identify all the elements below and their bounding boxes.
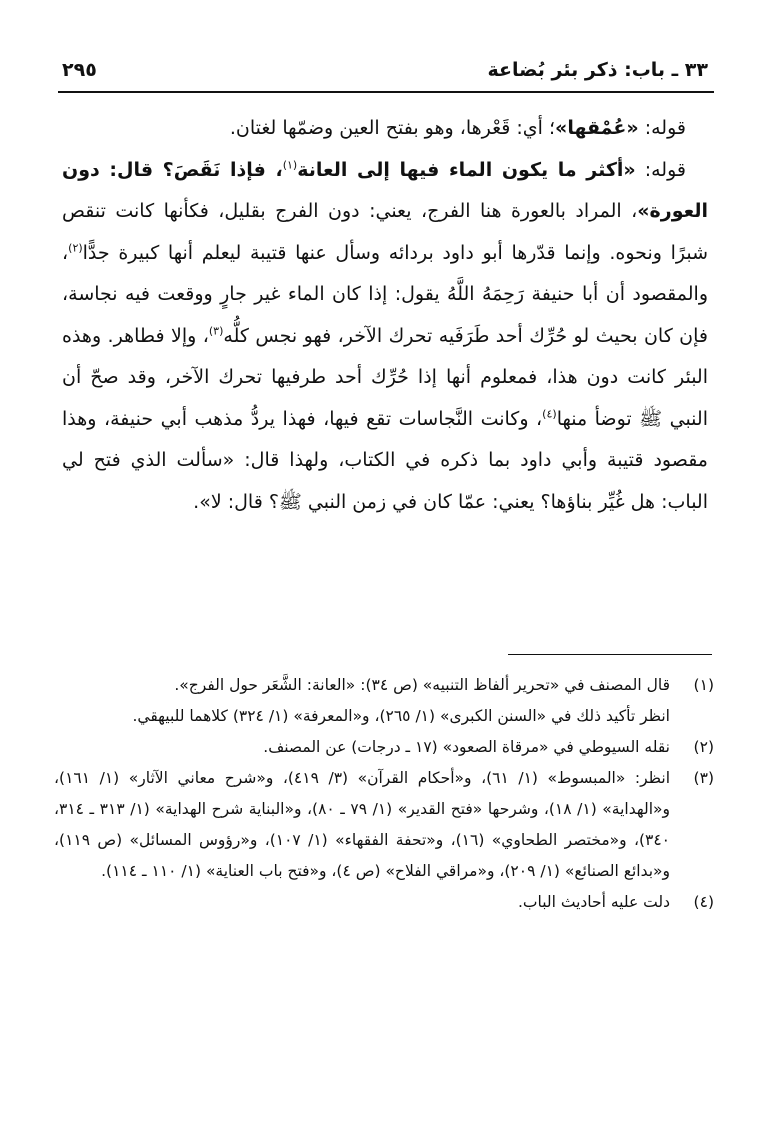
paragraph-text: ، والمقصود أن أبا حنيفة رَحِمَهُ اللَّهُ يقول: إذا كان الماء غير جارٍ ووقعت فيه نجاسة، فإن كان بحيث لو حُرِّك أحد طَرَفَيه تحرك الآخر، فهو نجس كلُّه <box>62 241 708 347</box>
footnote-body <box>54 732 670 763</box>
footnote-ref-3[interactable]: (٣) <box>208 324 224 338</box>
paragraph-text: ، وكانت النَّجاسات تقع فيها، فهذا يردُّ مذهب أبي حنيفة، وهذا مقصود قتيبة وأبي داود بما ذكره في الكتاب، ولهذا قال: «سألت الذي فتح لي الباب: هل غُيِّر بناؤها؟ يعني: عمّا كان في زمن النبي ﷺ؟ قال: لا». <box>62 407 708 513</box>
paragraph-2 <box>62 150 708 524</box>
footnote-line: انظر تأكيد ذلك في «السنن الكبرى» (١/ ٢٦٥)، و«المعرفة» (١/ ٣٢٤) كلاهما للبيهقي. <box>132 707 670 725</box>
footnote-2 <box>54 732 714 763</box>
quoted-text: ، فإذا نَقَصَ؟ قال: دون العورة» <box>62 158 708 222</box>
footnote-body <box>54 763 670 887</box>
footnote-line: انظر: «المبسوط» (١/ ٦١)، و«أحكام القرآن» (٣/ ٤١٩)، و«شرح معاني الآثار» (١/ ١٦١)، و«الهداية» (١/ ١٨)، وشرحها «فتح القدير» (١/ ٧٩ ـ ٨٠)، و«البناية شرح الهداية» (١/ ٣١٣ ـ ٣١٤، ٣٤٠)، و«مختصر الطحاوي» (١٦)، و«تحفة الفقهاء» (١/ ١٠٧)، و«رؤوس المسائل» (ص ١١٩)، و«بدائع الصنائع» (١/ ٢٠٩)، و«مراقي الفلاح» (ص ٤)، و«فتح باب العناية» (١/ ١١٠ ـ ١١٤). <box>54 769 671 880</box>
paragraph-lead: قوله: <box>635 158 686 181</box>
running-header <box>62 50 708 90</box>
footnote-ref-2[interactable]: (٢) <box>68 241 83 255</box>
footnote-1 <box>54 670 714 732</box>
footnote-line: نقله السيوطي في «مرقاة الصعود» (١٧ ـ درجات) عن المصنف. <box>263 738 670 756</box>
header-rule <box>58 91 714 93</box>
footnotes <box>54 670 714 918</box>
paragraph-text: ؛ أي: قَعْرها، وهو بفتح العين وضمّها لغتان. <box>229 117 556 139</box>
footnote-3 <box>54 763 714 887</box>
quoted-term: «عُمْقها» <box>555 117 639 139</box>
paragraph-text: ، المراد بالعورة هنا الفرج، يعني: دون الفرج بقليل، فكأنها كانت تنقص شبرًا ونحوه. وإنما قدّرها أبو داود بردائه وسأل عنها قتيبة ليعلم أنها كبيرة جدًّا <box>62 200 708 264</box>
footnote-ref-4[interactable]: (٤) <box>542 407 557 421</box>
footnote-number: (٣) <box>693 769 714 787</box>
quoted-text: «أكثر ما يكون الماء فيها إلى العانة <box>297 158 636 181</box>
paragraph-lead: قوله: <box>638 117 686 139</box>
footnote-number: (٢) <box>693 738 714 756</box>
page-number: ٢٩٥ <box>62 59 97 81</box>
footnote-separator <box>508 654 712 655</box>
footnote-body <box>54 887 670 918</box>
footnote-ref-1[interactable]: (١) <box>282 158 298 172</box>
footnote-line: دلت عليه أحاديث الباب. <box>518 893 670 911</box>
chapter-title: ٣٣ ـ باب: ذكر بئر بُضاعة <box>487 59 708 81</box>
footnote-number: (١) <box>693 676 714 694</box>
footnote-body <box>54 670 670 732</box>
footnote-number: (٤) <box>693 893 714 911</box>
footnote-line: قال المصنف في «تحرير ألفاظ التنبيه» (ص ٣٤): «العانة: الشَّعَر حول الفرج». <box>174 676 670 694</box>
paragraph-1 <box>62 108 708 150</box>
paragraph-text: ، وإلا فطاهر. وهذه البئر كانت دون هذا، فمعلوم أنها إذا حُرِّك أحد طرفيها تحرك الآخر، وقد صحّ أن النبي ﷺ توضأ منها <box>62 324 708 430</box>
main-text <box>62 108 708 523</box>
footnote-4 <box>54 887 714 918</box>
